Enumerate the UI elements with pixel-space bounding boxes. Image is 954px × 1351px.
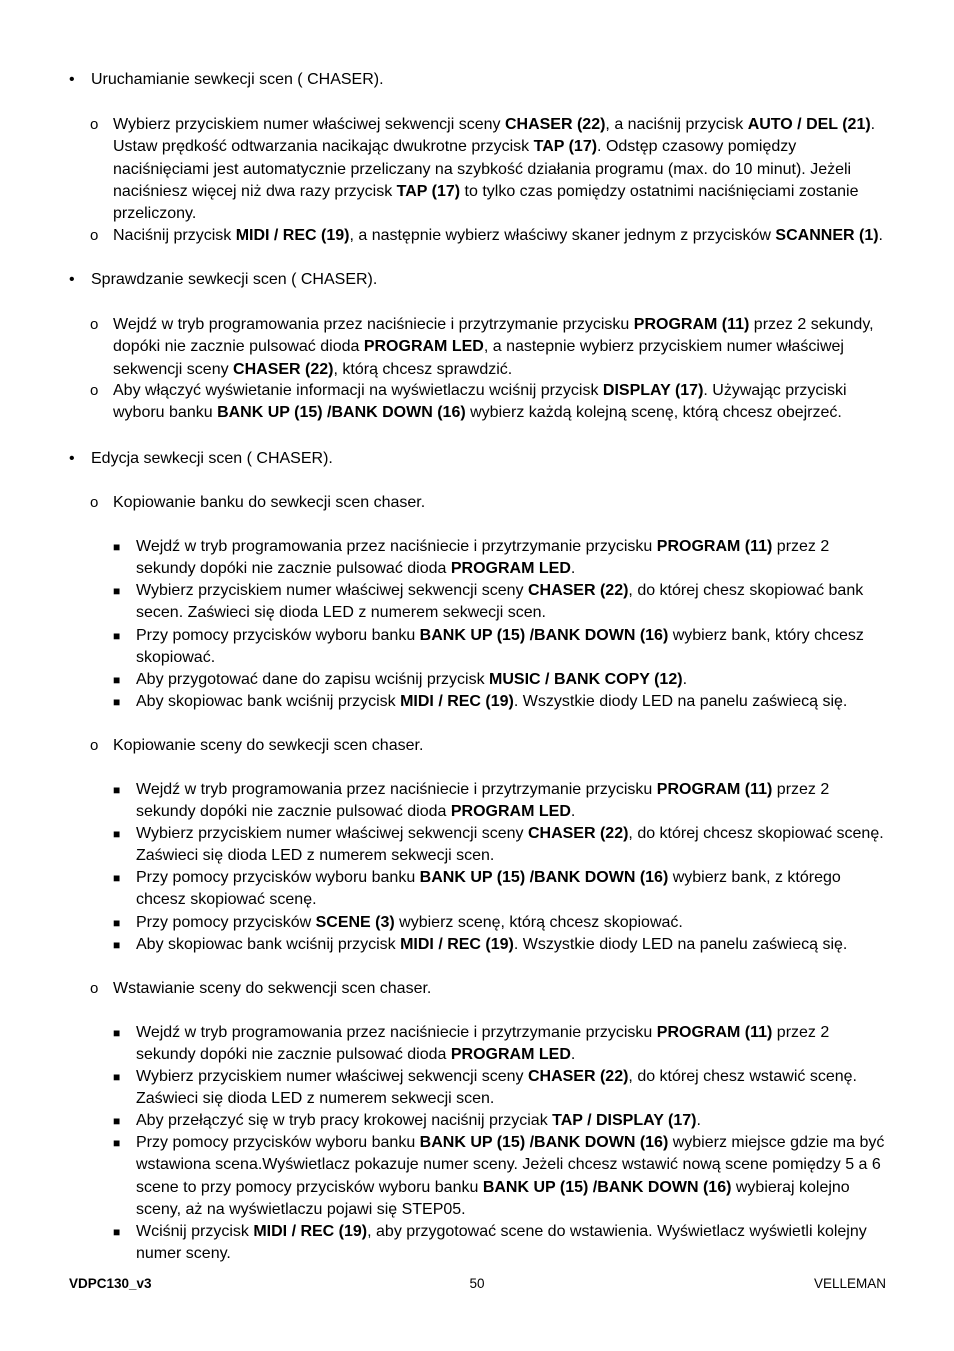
list-item: o Aby włączyć wyświetanie informacji na wyświetlaczu wciśnij przycisk DISPLAY (17). Używając przyciski wyboru banku BANK UP (15) /BANK DOWN (16) wybierz każdą kolejną scenę, którą chcesz obejrzeć. bbox=[90, 382, 847, 422]
button-reference: BANK UP (15) /BANK DOWN (16) bbox=[482, 1178, 732, 1196]
list-item: ■ Wejdź w tryb programowania przez naciśniecie i przytrzymanie przycisku PROGRAM (11) przez 2 sekundy dopóki nie zacznie pulsować dioda PROGRAM LED. bbox=[113, 1024, 830, 1064]
button-reference: PROGRAM LED bbox=[450, 803, 571, 821]
list-item: ■ Wybierz przyciskiem numer właściwej sekwencji sceny CHASER (22), do której chcesz skopiować scenę. Zaświeci się dioda LED z numerem sekwecji scen. bbox=[113, 825, 884, 865]
button-reference: PROGRAM (11) bbox=[633, 316, 750, 333]
bullet-icon: • bbox=[69, 450, 75, 467]
section-heading: • Uruchamianie sewkecji scen ( CHASER). bbox=[69, 69, 889, 91]
circle-bullet-icon: o bbox=[90, 980, 99, 997]
footer-page-number: 50 bbox=[469, 1276, 485, 1291]
subsection-heading: o Wstawianie sceny do sekwencji scen chaser. bbox=[90, 978, 890, 1000]
list-item: ■ Aby przygotować dane do zapisu wciśnij przycisk MUSIC / BANK COPY (12). bbox=[113, 669, 889, 691]
square-bullet-icon: ■ bbox=[113, 871, 121, 885]
list-item: ■ Wejdź w tryb programowania przez naciśniecie i przytrzymanie przycisku PROGRAM (11) przez 2 sekundy dopóki nie zacznie pulsować dioda PROGRAM LED. bbox=[113, 781, 830, 821]
button-reference: MIDI / REC (19) bbox=[235, 227, 350, 244]
button-reference: PROGRAM LED bbox=[450, 560, 571, 578]
footer-model: VDPC130_v3 bbox=[69, 1276, 152, 1291]
footer-brand: VELLEMAN bbox=[813, 1276, 886, 1291]
button-reference: TAP (17) bbox=[396, 182, 461, 200]
square-bullet-icon: ■ bbox=[113, 629, 121, 643]
button-reference: TAP (17) bbox=[533, 138, 598, 156]
list-item: o Wejdź w tryb programowania przez naciśniecie i przytrzymanie przycisku PROGRAM (11) przez 2 sekundy, dopóki nie zacznie pulsować dioda PROGRAM LED, a nastepnie wybierz przyciskiem numer właściwej sekwencji sceny CHASER (22), którą chcesz sprawdzić. bbox=[90, 316, 874, 378]
square-bullet-icon: ■ bbox=[113, 695, 121, 709]
subsection-heading: o Kopiowanie banku do sewkecji scen chaser. bbox=[90, 492, 890, 514]
button-reference: CHASER (22) bbox=[233, 360, 334, 378]
subsection-heading: o Kopiowanie sceny do sewkecji scen chaser. bbox=[90, 735, 890, 757]
list-item: ■ Aby skopiowac bank wciśnij przycisk MIDI / REC (19). Wszystkie diody LED na panelu zaświecą się. bbox=[113, 934, 889, 956]
square-bullet-icon: ■ bbox=[113, 673, 121, 687]
button-reference: SCANNER (1) bbox=[775, 227, 879, 244]
list-item: ■ Przy pomocy przycisków SCENE (3) wybierz scenę, którą chcesz skopiować. bbox=[113, 912, 889, 934]
button-reference: BANK UP (15) /BANK DOWN (16) bbox=[217, 404, 466, 422]
button-reference: CHASER (22) bbox=[527, 825, 629, 842]
square-bullet-icon: ■ bbox=[113, 1070, 121, 1084]
list-item: ■ Wybierz przyciskiem numer właściwej sekwencji sceny CHASER (22), do której chesz wstawić scenę. Zaświeci się dioda LED z numerem sekwecji scen. bbox=[113, 1068, 857, 1108]
button-reference: CHASER (22) bbox=[527, 1068, 629, 1085]
list-item: ■ Wejdź w tryb programowania przez naciśniecie i przytrzymanie przycisku PROGRAM (11) przez 2 sekundy dopóki nie zacznie pulsować dioda PROGRAM LED. bbox=[113, 538, 830, 578]
square-bullet-icon: ■ bbox=[113, 1114, 121, 1128]
button-reference: TAP / DISPLAY (17) bbox=[552, 1112, 697, 1129]
button-reference: CHASER (22) bbox=[527, 582, 629, 599]
square-bullet-icon: ■ bbox=[113, 938, 121, 952]
square-bullet-icon: ■ bbox=[113, 1136, 121, 1150]
circle-bullet-icon: o bbox=[90, 494, 99, 511]
button-reference: CHASER (22) bbox=[504, 116, 606, 133]
button-reference: MIDI / REC (19) bbox=[400, 936, 514, 953]
button-reference: BANK UP (15) /BANK DOWN (16) bbox=[419, 627, 669, 644]
list-item: ■ Przy pomocy przycisków wyboru banku BANK UP (15) /BANK DOWN (16) wybierz bank, z którego chcesz skopiować scenę. bbox=[113, 869, 841, 909]
square-bullet-icon: ■ bbox=[113, 540, 121, 554]
section-heading: • Edycja sewkecji scen ( CHASER). bbox=[69, 448, 889, 470]
square-bullet-icon: ■ bbox=[113, 1026, 121, 1040]
bullet-icon: • bbox=[69, 271, 75, 288]
circle-bullet-icon: o bbox=[90, 382, 99, 399]
button-reference: MIDI / REC (19) bbox=[253, 1223, 368, 1240]
bullet-icon: • bbox=[69, 71, 75, 88]
square-bullet-icon: ■ bbox=[113, 584, 121, 598]
list-item: o Naciśnij przycisk MIDI / REC (19), a następnie wybierz właściwy skaner jednym z przycisków SCANNER (1). bbox=[90, 225, 890, 247]
list-item: ■ Przy pomocy przycisków wyboru banku BANK UP (15) /BANK DOWN (16) wybierz bank, który chcesz skopiować. bbox=[113, 627, 864, 667]
button-reference: MUSIC / BANK COPY (12) bbox=[489, 671, 683, 688]
circle-bullet-icon: o bbox=[90, 227, 99, 244]
section-heading: • Sprawdzanie sewkecji scen ( CHASER). bbox=[69, 269, 889, 291]
button-reference: DISPLAY (17) bbox=[602, 382, 704, 399]
circle-bullet-icon: o bbox=[90, 116, 99, 133]
button-reference: BANK UP (15) /BANK DOWN (16) bbox=[419, 1134, 669, 1151]
list-item: ■ Przy pomocy przycisków wyboru banku BANK UP (15) /BANK DOWN (16) wybierz miejsce gdzie ma być wstawiona scena.Wyświetlacz pokazuje numer sceny. Jeżeli chcesz wstawić nową scene pomiędzy 5 a 6 scene to przy pomocy przycisków wyboru banku BANK UP (15) /BANK DOWN (16) wybieraj kolejno sceny, aż na wyświetlaczu pojawi się STEP05. bbox=[113, 1134, 885, 1218]
button-reference: PROGRAM (11) bbox=[656, 1024, 773, 1041]
list-item: ■ Wybierz przyciskiem numer właściwej sekwencji sceny CHASER (22), do której chesz skopiować bank secen. Zaświeci się dioda LED z numerem sekwecji scen. bbox=[113, 582, 864, 622]
square-bullet-icon: ■ bbox=[113, 916, 121, 930]
square-bullet-icon: ■ bbox=[113, 827, 121, 841]
button-reference: SCENE (3) bbox=[315, 914, 395, 931]
square-bullet-icon: ■ bbox=[113, 783, 121, 797]
circle-bullet-icon: o bbox=[90, 737, 99, 754]
button-reference: PROGRAM (11) bbox=[656, 538, 773, 555]
button-reference: AUTO / DEL (21) bbox=[747, 116, 871, 133]
list-item: ■ Wciśnij przycisk MIDI / REC (19), aby przygotować scene do wstawienia. Wyświetlacz wyświetli kolejny numer sceny. bbox=[113, 1223, 867, 1263]
button-reference: PROGRAM LED bbox=[363, 338, 484, 356]
button-reference: PROGRAM LED bbox=[450, 1046, 571, 1064]
circle-bullet-icon: o bbox=[90, 316, 99, 333]
button-reference: MIDI / REC (19) bbox=[400, 693, 514, 710]
button-reference: PROGRAM (11) bbox=[656, 781, 773, 798]
square-bullet-icon: ■ bbox=[113, 1225, 121, 1239]
list-item: ■ Aby przełączyć się w tryb pracy krokowej naciśnij przyciak TAP / DISPLAY (17). bbox=[113, 1110, 889, 1132]
list-item: ■ Aby skopiowac bank wciśnij przycisk MIDI / REC (19). Wszystkie diody LED na panelu zaświecą się. bbox=[113, 691, 889, 713]
button-reference: BANK UP (15) /BANK DOWN (16) bbox=[419, 869, 669, 886]
list-item: o Wybierz przyciskiem numer właściwej sekwencji sceny CHASER (22), a naciśnij przycisk AUTO / DEL (21). Ustaw prędkość odtwarzania nacikając dwukrotne przycisk TAP (17). Odstęp czasowy pomiędzy naciśnięciami jest automatycznie przeliczany na szybkość działania programu (max. do 10 minut). Jeżeli naciśniesz więcej niż dwa razy przycisk TAP (17) to tylko czas pomiędzy ostatnimi naciśnięciami zostanie przeliczony. bbox=[90, 116, 876, 223]
